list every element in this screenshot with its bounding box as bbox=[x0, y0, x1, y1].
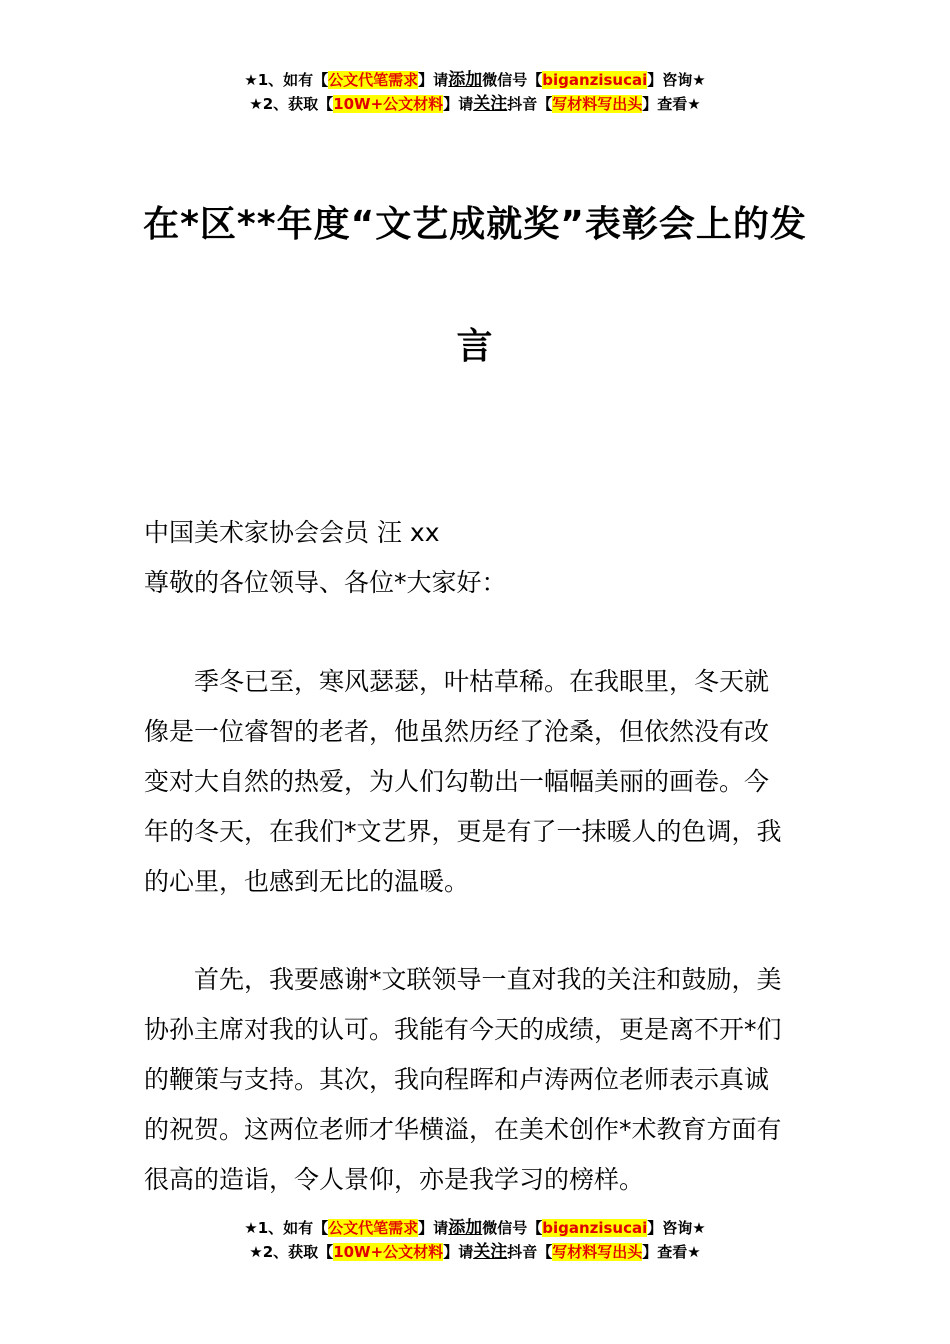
banner-text: 】咨询★ bbox=[647, 1219, 706, 1237]
banner-underline: 关注 bbox=[473, 94, 508, 114]
document-title-line-1: 在*区**年度“文艺成就奖”表彰会上的发 bbox=[143, 204, 807, 245]
paragraph-line: 的祝贺。这两位老师才华横溢，在美术创作*术教育方面有 bbox=[144, 1115, 782, 1144]
banner-underline: 关注 bbox=[473, 1242, 508, 1262]
paragraph-line: 很高的造诣，令人景仰，亦是我学习的榜样。 bbox=[144, 1165, 645, 1194]
banner-highlight: 10W+公文材料 bbox=[333, 95, 444, 113]
paragraph-line: 季冬已至，寒风瑟瑟，叶枯草稀。在我眼里，冬天就 bbox=[194, 667, 770, 696]
banner-highlight: 公文代笔需求 bbox=[328, 71, 419, 89]
banner-highlight: 公文代笔需求 bbox=[328, 1219, 419, 1237]
banner-highlight: 10W+公文材料 bbox=[333, 1243, 444, 1261]
banner-text: ★2、获取【 bbox=[249, 1243, 334, 1261]
banner-text: 微信号【 bbox=[482, 1219, 543, 1237]
banner-text: 抖音【 bbox=[507, 1243, 553, 1261]
banner-text: 微信号【 bbox=[482, 71, 543, 89]
paragraph-line: 年的冬天，在我们*文艺界，更是有了一抹暖人的色调，我 bbox=[144, 817, 782, 846]
paragraph-line: 像是一位睿智的老者，他虽然历经了沧桑，但依然没有改 bbox=[144, 717, 770, 746]
paragraph-line: 的鞭策与支持。其次，我向程晖和卢涛两位老师表示真诚 bbox=[144, 1065, 770, 1094]
banner-text: 】请 bbox=[418, 71, 449, 89]
banner-line-2 bbox=[0, 1240, 950, 1264]
banner-text: 】咨询★ bbox=[647, 71, 706, 89]
banner-highlight: 写材料写出头 bbox=[552, 95, 643, 113]
banner-underline: 添加 bbox=[448, 70, 483, 90]
banner-text: ★1、如有【 bbox=[244, 71, 329, 89]
banner-highlight: 写材料写出头 bbox=[552, 1243, 643, 1261]
banner-line-1 bbox=[0, 68, 950, 92]
document-title-line-2: 言 bbox=[456, 326, 494, 367]
footer-banner bbox=[0, 1216, 950, 1264]
banner-text: 抖音【 bbox=[507, 95, 553, 113]
header-banner bbox=[0, 68, 950, 116]
banner-text: 】查看★ bbox=[642, 95, 701, 113]
banner-line-2 bbox=[0, 92, 950, 116]
paragraph-line: 首先，我要感谢*文联领导一直对我的关注和鼓励，美 bbox=[194, 965, 782, 994]
banner-underline: 添加 bbox=[448, 1218, 483, 1238]
greeting-line: 尊敬的各位领导、各位*大家好： bbox=[144, 568, 507, 597]
paragraph-line: 协孙主席对我的认可。我能有今天的成绩，更是离不开*们 bbox=[144, 1015, 782, 1044]
banner-text: ★1、如有【 bbox=[244, 1219, 329, 1237]
paragraph-line: 变对大自然的热爱，为人们勾勒出一幅幅美丽的画卷。今 bbox=[144, 767, 770, 796]
banner-highlight: biganzisucai bbox=[542, 1219, 648, 1237]
banner-text: 】请 bbox=[418, 1219, 449, 1237]
author-line: 中国美术家协会会员 汪 xx bbox=[144, 518, 440, 547]
banner-highlight: biganzisucai bbox=[542, 71, 648, 89]
banner-line-1 bbox=[0, 1216, 950, 1240]
banner-text: 】查看★ bbox=[642, 1243, 701, 1261]
paragraph-line: 的心里，也感到无比的温暖。 bbox=[144, 867, 470, 896]
banner-text: ★2、获取【 bbox=[249, 95, 334, 113]
banner-text: 】请 bbox=[443, 95, 474, 113]
banner-text: 】请 bbox=[443, 1243, 474, 1261]
paragraph bbox=[144, 955, 810, 1205]
paragraph bbox=[144, 657, 810, 907]
